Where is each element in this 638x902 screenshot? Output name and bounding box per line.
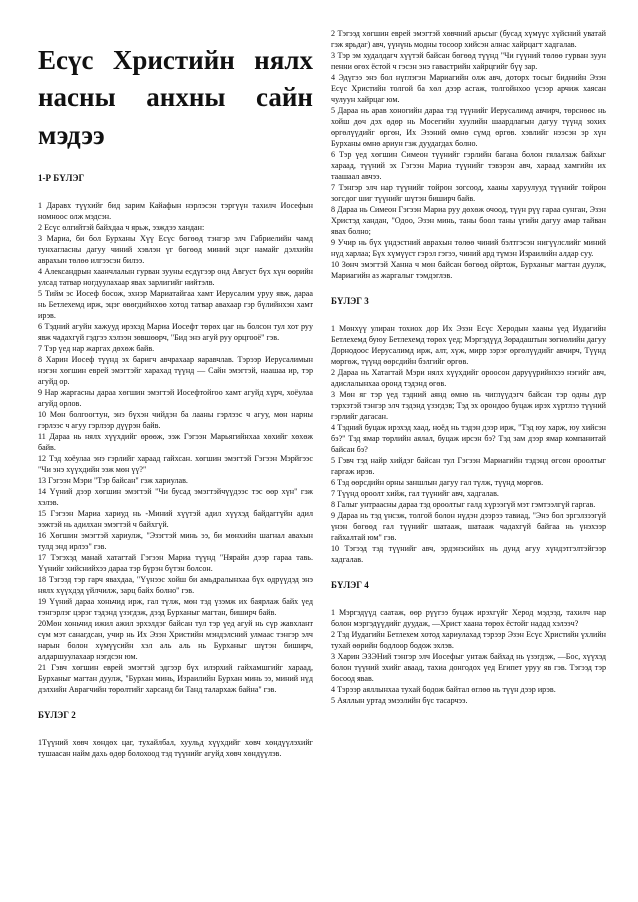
verse: 5 Тийм эс Иосеф босож, эхнэр Мариатайгаа хамт Иерусалим уруу явж, дараа нь Бетлехемд ирж, эцэг өвөгдийнхөө хотод татвар авахаар гэр бүлийнхэн хамт ирэв.: [38, 288, 313, 320]
verse: 9 Нар жаргасны дараа хөгшин эмэгтэй Иосефтойгоо хамт агуйд хүрч, хоёулаа агуйд орлов.: [38, 387, 313, 408]
left-column: [38, 28, 313, 882]
verse: 4 Тэрээр аяллынхаа тухай бодож байтал өглөө нь түүн дээр ирэв.: [331, 685, 556, 695]
verse: 6 Тэр үед хөгшин Симеон түүнийг гэрлийн багана болон гялалзаж байхыг хараад, түүний эх Гэгээн Мариа түүнийг тэвэрэн авч, хараад хамгийн их таашаал авчээ.: [331, 150, 606, 181]
title-line: Есүс Христийн нялх: [38, 45, 313, 75]
verse: 20Мөн хоньчид ижил ажил эрхэлдэг байсан тул тэр үед агуй нь сүр жавхлант сүм мэт санагдсан, учир нь Их Эзэн Христийн мэндэлсний улмаас тэнгэр элч нарын болон хүмүүсийн хэл аль аль нь Бурханыг шүтэн биширч, алдаршуулахаар нэгдсэн юм.: [38, 618, 313, 661]
verse: 10 Зөнч эмэгтэй Ханна ч мөн байсан бөгөөд ойртож, Бурханыг магтан дуулж, Мариагийн аз жаргалыг тэмдэглэв.: [331, 260, 606, 280]
right-column: [331, 28, 606, 882]
chapter-2-verses-left: [38, 737, 313, 759]
verse: 11 Дараа нь нялх хүүхдийг өрөөж, ээж Гэгээн Марьягийнхаа хөхийг хөхөж байв.: [38, 431, 313, 452]
verse: 4 Александрын хаанчлалын гурван зууны есдүгээр онд Август бүх хүн өөрийн улсад татвар ногдуулахаар явах зарлигийг нийтэлв.: [38, 266, 313, 287]
verse: 21 Гэвч хөгшин еврей эмэгтэй эдгээр бүх илэрхий гайхамшгийг хараад, Бурханыг магтан дуулж, "Бурхан минь, Израилийн Бурхан минь ээ, миний нүд дэлхийн Аврагчийн төрөлтийг харсанд би Танд талархаж байна" гэв.: [38, 662, 313, 694]
chapter-1-verses: [38, 200, 313, 695]
verse: 18 Тэгээд тэр гарч явахдаа, "Үүнээс хойш би амьдралынхаа бүх өдрүүдэд энэ нялх хүүхдэд үйлчилж, зарц байх болно" гэв.: [38, 574, 313, 595]
verse: 2 Тэгээд хөгшин еврей эмэгтэй хөвчний арьсыг (бусад хүмүүс хүйсний уватай гэж ярьдаг) авч, үүнүнь модны тосоор хийсэн алнас хайрцагт хадгалав.: [331, 29, 606, 49]
verse: 5 Аяллын уртад эмээлийн бүс тасарчээ.: [331, 696, 468, 706]
title-line: насны анхны сайн: [38, 82, 313, 113]
chapter-2-verses-right: [331, 28, 606, 281]
verse: 10 Мөн болгоогтун, энэ бүхэн чийдэн ба лааны гэрлээс ч агуу, мөн нарны гэрлээс ч агуу гэрлээр дүүрэн байв.: [38, 409, 313, 430]
verse: 9 Дараа нь тэд үнсэж, толгой болон нүдэн дээрээ тавиад, "Энэ бол эргэлзээгүй үнэн бөгөөд гал түүнийг шатааж, шатааж чадахгүй байгаа нь үнэхээр гайхалтай юм" гэв.: [331, 511, 606, 543]
verse: 7 Түүнд ороолт хийж, гал түүнийг авч, хадгалав.: [331, 489, 499, 499]
chapter-3-verses: [331, 323, 606, 565]
verse: 7 Тэнгэр элч нар түүнийг тойрон зогсоод, хааны харуулууд түүнийг тойрон зогсдог шиг түүнийг шүтэн биширч байв.: [331, 183, 606, 203]
verse: 2 Тэд Иудагийн Бетлехем хотод хариулахад тэрээр Эзэн Есүс Христийн үхлийн тухай өөрийн бодлоор бодож эхлэв.: [331, 630, 606, 651]
verse: 3 Мариа, би бол Бурханы Хүү Есүс бөгөөд тэнгэр элч Габриелийн чамд тунхагласны дагуу чиний хэвлэн үг бөгөөд миний эцэг намайг дэлхийн аврахын төлөө илгээсэн билээ.: [38, 233, 313, 265]
verse: 13 Гэгээн Мэри "Тэр байсан" гэж хариулав.: [38, 475, 188, 485]
verse: 1Түүний хөвч хөндөх цаг, тухайлбал, хуульд хүүхдийг хөвч хөндүүлэхийг тушаасан найм дахь өдөр болохоод тэд түүнийг агуйд хөвч хөндүүлэв.: [38, 738, 313, 759]
verse: 14 Үүний дээр хөгшин эмэгтэй "Чи бусад эмэгтэйчүүдээс тэс өөр хүн" гэж хэлэв.: [38, 486, 313, 507]
verse: 16 Хөгшин эмэгтэй хариулж, "Эзэгтэй минь ээ, би мөнхийн шагнал авахын тулд энд ирлээ" гэв.: [38, 530, 313, 551]
verse: 4 Эдүгээ энэ бол нүглэгэн Мариагийн олж авч, доторх тосыг биднийн Эзэн Есүс Христийн толгой ба хөл дээр асгаж, толгойнхоо үсээр арчиж хаясан чулуун хайрцаг юм.: [331, 73, 606, 104]
verse: 5 Дараа нь арав хоногийн дараа тэд түүнийг Иерусалимд авчирч, төрснөөс нь хойш дөч дэх өдөр нь Мосегийн хуулийн шаардлагын дагуу түүнд зохих өргөлүүдийг өргөн, Их Эзэний өмнө сүмд өргөв. хэвлийг нээсэн эр хүн Бурханы өмнө ариун гэж дуудагдах болно.: [331, 106, 606, 148]
document-title: [38, 42, 313, 154]
verse: 8 Галыг унтраасны дараа тэд ороолтыг галд хүрээгүй мэт гэмтээлгүй гаргав.: [331, 500, 596, 510]
verse: 10 Тэгээд тэд түүнийг авч, эрдэнэсийнх нь дунд агуу хүндэтгэлтэйгээр хадгалав.: [331, 544, 606, 565]
verse: 1 Даравх түүхийг бид зарим Кайафын нэрлэсэн тэргүүн тахилч Иосефын номноос олж мэдсэн.: [38, 200, 313, 221]
verse: 1 Мөнхүү улиран тохиох дор Их Эзэн Есүс Херодын хааны үед Иудагийн Бетлехемд буюу Бетлехемд төрөх үед; Мэргэдүүд Зөрадаштын зөгнөлийн дагуу Дорнодоос Иерусалимд ирж, алт, хүж, мирр зэрэг өргөлүүдийг авчирч, Түүнд мөргөж, түүнд өөрсдийн бэлгийг өргөв.: [331, 324, 606, 367]
verse: 7 Тэр үед нар жаргах дөхөж байв.: [38, 343, 155, 353]
verse: 2 Дараа нь Хатагтай Мэри нялх хүүхдийг ороосон даруүүрийнхээ нэгийг авч, адислалынхаа оронд тэдэнд өгөв.: [331, 368, 606, 389]
verse: 3 Харин ЭЗЭНий тэнгэр элч Иосефыг унтаж байхад нь үзэгдэж, —Бос, хүүхэд болон түүний эхийг аваад, тахиа донгодох үед Египет уруу яв гэв. Тэгээд тэр босоод явав.: [331, 652, 606, 684]
verse: 4 Тэдний буцаж ирэхэд хаад, ноёд нь тэдэн дээр ирж, "Тэд юу харж, юу хийсэн бэ?" Тэд ямар төрлийн аялал, буцаж ирсэн бэ? Тэд зам дээр ямар компанитай байсан бэ?: [331, 423, 606, 455]
title-line: мэдээ: [38, 119, 105, 150]
verse: 8 Харин Иосеф түүнд эх баригч авчрахаар яаравчлав. Тэрээр Иерусалимын нэгэн хөгшин еврей эмэгтэйг харахад түүнд — Сайн эмэгтэй, наашаа ир, тэр агуйд ор.: [38, 354, 313, 386]
chapter-heading: БҮЛЭГ 3: [331, 296, 369, 306]
chapter-heading: 1-Р БҮЛЭГ: [38, 172, 85, 183]
verse: 6 Тэдний агуйн хажууд ирэхэд Мариа Иосефт төрөх цаг нь болсон тул хот руу явж чадахгүй гэдгээ хэлээн зөвшөөрч, "Бид энэ агуй руу орцгооё" гэв.: [38, 321, 313, 342]
chapter-heading: БҮЛЭГ 4: [331, 580, 369, 591]
verse: 15 Гэгээн Мариа хариуд нь -Миний хүүтэй адил хүүхэд байдаггүйн адил ээжтэй нь адилхан эмэгтэй ч байхгүй.: [38, 508, 313, 529]
verse: 3 Тэр эм худалдагч хүүтэй байсан бөгөөд түүнд "Чи гүүний төлөө гурван зуун пенни өгөх ёстой ч гэсэн энэ гавастрийн хайрцгийг бүү зар.: [331, 51, 606, 71]
verse: 9 Учир нь бүх үндэстний аврахын төлөө чиний бэлтгэсэн нигүүлслийг миний нүд харлаа; Бүх хүмүүст гэрэл гэгээ, чиний ард түмэн Израилийн алдар суу.: [331, 238, 606, 258]
chapter-4-verses: [331, 607, 606, 706]
verse: 12 Тэд хоёулаа энэ гэрлийг хараад гайхсан. хөгшин эмэгтэй Гэгээн Мэрйгээс "Чи энэ хүүхдийн ээж мөн үү?": [38, 453, 313, 474]
verse: 1 Мэргэдүүд саатаж, өөр рүүгээ буцаж ирэхгүйг Херод мэдээд, тахилч нар болон мэргэдүүдийг дуудаж, —Христ хаана төрөх ёстойг надад хэлээч?: [331, 608, 606, 629]
verse: 3 Мөн яг тэр үед тэдний аянд өмнө нь чиглүүдэгч байсан тэр одны дүр тэрхэтэй тэнгэр элч тэдэнд үзэгдэв; Тэд эх орондоо буцаж ирэх хүртлээ түүний гэрлийг дагасан.: [331, 390, 606, 422]
verse: 2 Есүс өлгийтэй байхдаа ч ярьж, ээждээ хандан:: [38, 222, 205, 232]
verse: 8 Дараа нь Симеон Гэгээн Мариа руу дөхөж очоод, түүн рүү гараа сунган, Эзэн Христэд хандан, "Одоо, Эзэн минь, таны боол таны үгийн дагуу амар тайван явах болно;: [331, 205, 606, 236]
verse: 5 Гэвч тэд найр хийдэг байсан тул Гэгээн Мариагийн тэдэнд өгсөн ороолтыг гаргаж ирэв.: [331, 456, 606, 477]
verse: 19 Үүний дараа хоньчид ирж, гал түлж, мөн тэд үзэмж их баярлаж байх үед тэнгэрлэг цэрэг тэдэнд үзэгдэж, дээд Бурханыг магтан, биширч байв.: [38, 596, 313, 617]
verse: 17 Тэгэхэд манай хатагтай Гэгээн Мариа түүнд "Нярайн дээр гараа тавь. Үүнийг хийснийхээ дараа тэр бүрэн бүтэн болсон.: [38, 552, 313, 573]
chapter-heading: БҮЛЭГ 2: [38, 709, 76, 720]
verse: 6 Тэд өөрсдийн орны заншлын дагуу гал түлж, түүнд мөргөв.: [331, 478, 544, 488]
